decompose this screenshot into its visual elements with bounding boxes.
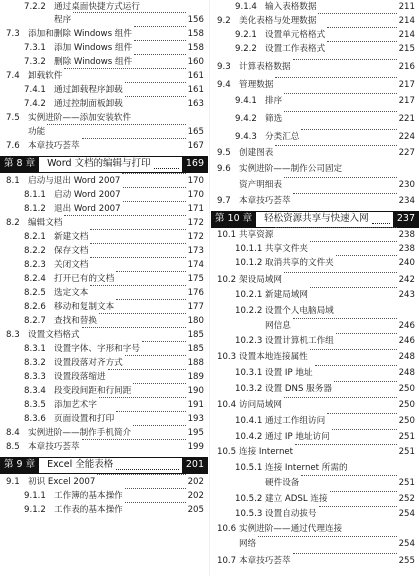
leader-dots <box>275 226 396 228</box>
section-number: 9.1.4 <box>235 2 257 12</box>
leader-dots <box>336 254 397 256</box>
section-number: 9.2.2 <box>235 44 257 54</box>
leader-dots <box>116 410 185 412</box>
section-number: 10.6 <box>217 524 237 534</box>
page-number: 205 <box>187 505 204 515</box>
section-number: 10.2.2 <box>235 306 263 316</box>
leader-dots <box>116 298 185 300</box>
section-number: 9.2.1 <box>235 30 257 40</box>
section-title: 设置段落缩进 <box>54 372 106 382</box>
section-number: 9.4.3 <box>235 132 257 142</box>
section-number: 10.5.1 <box>235 463 263 473</box>
section-title: 通过桌面快捷方式运行 <box>54 2 140 12</box>
page-number: 246 <box>398 321 415 331</box>
leader-dots <box>310 240 397 242</box>
section-title: 通过 IP 地址访问 <box>265 432 330 442</box>
section-title: 保存文档 <box>54 246 89 256</box>
leader-dots <box>301 474 396 476</box>
page-number: 221 <box>398 114 415 124</box>
section-number: 9.3 <box>217 62 231 72</box>
page-number: 170 <box>187 190 204 200</box>
section-title: 建立 ADSL 连接 <box>265 494 328 504</box>
section-title: 通过卸载程序卸载 <box>54 85 123 95</box>
leader-dots <box>293 192 397 194</box>
section-title: 取消共享的文件夹 <box>265 258 334 268</box>
section-title: 段变段间距和行间距 <box>54 386 132 396</box>
section-number: 8.1 <box>6 176 20 186</box>
section-title: 资产明细表 <box>239 180 282 190</box>
leader-dots <box>133 424 185 426</box>
section-title: 实例进阶——添加安装软件 <box>28 113 132 123</box>
leader-dots <box>330 490 397 492</box>
chapter-title: 轻松资源共享与快速入网 <box>264 213 369 224</box>
section-number: 8.3.2 <box>24 358 46 368</box>
section-number: 10.5 <box>217 447 237 457</box>
section-title: 实例进阶——制作公司固定 <box>239 164 343 174</box>
leader-dots <box>154 167 179 169</box>
leader-dots <box>125 95 186 97</box>
page-number: 161 <box>187 71 204 81</box>
section-title: 设置段落对齐方式 <box>54 358 123 368</box>
page-number: 199 <box>187 442 204 452</box>
section-title: 工作簿的基本操作 <box>54 491 123 501</box>
section-number: 8.3.6 <box>24 414 46 424</box>
leader-dots <box>315 364 397 366</box>
leader-dots <box>327 40 396 42</box>
page-number: 250 <box>398 400 415 410</box>
page-number: 180 <box>187 316 204 326</box>
page-number: 172 <box>187 218 204 228</box>
section-number: 10.2.1 <box>235 290 263 300</box>
section-number: 8.5 <box>6 442 20 452</box>
leader-dots <box>125 501 186 503</box>
section-title: 通过控制面板卸载 <box>54 99 123 109</box>
chapter-number: 第 10 章 <box>211 212 256 227</box>
section-number: 9.4.1 <box>235 96 257 106</box>
section-title: 设置字体、字形和字号 <box>54 344 140 354</box>
leader-dots <box>310 286 397 288</box>
page-number: 185 <box>187 344 204 354</box>
leader-dots <box>293 317 397 319</box>
section-title: 启动与退出 Word 2007 <box>28 176 121 186</box>
section-title: 设置 DNS 服务器 <box>265 384 332 394</box>
section-title: 设置本地连接属性 <box>239 352 308 362</box>
page-number: 234 <box>398 196 415 206</box>
page-number: 158 <box>187 43 204 53</box>
leader-dots <box>90 228 185 230</box>
chapter-page-number: 201 <box>182 458 208 473</box>
page-number: 188 <box>187 358 204 368</box>
section-number: 8.2.4 <box>24 274 46 284</box>
page-number: 174 <box>187 260 204 270</box>
section-title: 计算表格数据 <box>239 62 291 72</box>
leader-dots <box>108 368 186 370</box>
section-title: 网信息 <box>265 321 291 331</box>
section-number: 10.3.1 <box>235 368 263 378</box>
page-number: 190 <box>187 386 204 396</box>
page-number: 175 <box>187 274 204 284</box>
section-number: 8.2 <box>6 218 20 228</box>
chapter-title: Word 文档的编辑与打印 <box>47 158 151 169</box>
section-title: 连接 Internet <box>239 447 294 457</box>
section-number: 9.6 <box>217 164 231 174</box>
leader-dots <box>82 326 186 328</box>
section-number: 10.1.2 <box>235 258 263 268</box>
page-number: 252 <box>398 494 415 504</box>
leader-dots <box>116 270 185 272</box>
leader-dots <box>123 200 186 202</box>
leader-dots <box>116 468 179 470</box>
section-number: 10.5.2 <box>235 494 263 504</box>
page-number: 230 <box>398 180 415 190</box>
section-number: 8.3.3 <box>24 372 46 382</box>
section-title: 关闭文档 <box>54 260 89 270</box>
page-number: 251 <box>398 478 415 488</box>
section-number: 8.4 <box>6 428 20 438</box>
page-number: 170 <box>187 176 204 186</box>
page-number: 173 <box>187 246 204 256</box>
page-number: 177 <box>187 302 204 312</box>
page-number: 248 <box>398 352 415 362</box>
section-number: 9.1.2 <box>24 505 46 515</box>
leader-dots <box>64 67 185 69</box>
section-title: 退出 Word 2007 <box>54 204 121 214</box>
page-number: 238 <box>398 230 415 240</box>
section-title: 架设局域网 <box>239 275 282 285</box>
leader-dots <box>275 144 396 146</box>
page-number: 250 <box>398 384 415 394</box>
page-number: 158 <box>187 29 204 39</box>
leader-dots <box>64 214 185 216</box>
chapter-title: Excel 全能表格 <box>47 459 114 470</box>
page-number: 185 <box>187 330 204 340</box>
page-number: 167 <box>187 141 204 151</box>
page-number: 251 <box>398 432 415 442</box>
section-number: 10.7 <box>217 556 237 566</box>
section-title: 本章技巧荟萃 <box>239 556 291 566</box>
page-number: 171 <box>187 204 204 214</box>
chapter-header[interactable] <box>0 457 208 474</box>
section-title: 卸载软件 <box>28 71 63 81</box>
section-title: 添加和删除 Windows 组件 <box>28 29 132 39</box>
leader-dots <box>73 11 185 13</box>
section-title: 功能 <box>28 127 46 137</box>
section-title: 设置工作表格式 <box>265 44 326 54</box>
page-number: 202 <box>187 491 204 501</box>
section-title: 设置文档格式 <box>28 330 80 340</box>
section-number: 7.3.2 <box>24 57 46 67</box>
leader-dots <box>90 256 185 258</box>
section-number: 7.3 <box>6 29 20 39</box>
leader-dots <box>134 53 185 55</box>
section-number: 7.3.1 <box>24 43 46 53</box>
section-title: 程序 <box>54 15 72 25</box>
page-number: 176 <box>187 288 204 298</box>
page-number: 240 <box>398 258 415 268</box>
section-title: 分类汇总 <box>265 132 300 142</box>
section-title: 实例进阶——制作手机简介 <box>28 428 132 438</box>
page-number: 202 <box>187 477 204 487</box>
leader-dots <box>82 438 186 440</box>
section-title: 初识 Excel 2007 <box>28 477 96 487</box>
section-title: 设置单元格格式 <box>265 30 326 40</box>
leader-dots <box>125 487 186 489</box>
page-number: 217 <box>398 80 415 90</box>
section-number: 8.3.4 <box>24 386 46 396</box>
section-title: 删除 Windows 组件 <box>54 57 133 67</box>
leader-dots <box>332 428 397 430</box>
page-number: 227 <box>398 148 415 158</box>
page-number: 248 <box>398 368 415 378</box>
chapter-page-number: 237 <box>393 212 419 227</box>
section-title: 网络 <box>239 539 257 549</box>
section-number: 7.2.2 <box>24 2 46 12</box>
section-title: 筛选 <box>265 114 283 124</box>
section-title: 移动和复制文本 <box>54 302 115 312</box>
section-number: 10.4.1 <box>235 416 263 426</box>
section-number: 8.1.1 <box>24 190 46 200</box>
section-title: 启动 Word 2007 <box>54 190 121 200</box>
page-number: 214 <box>398 30 415 40</box>
section-title: 硬件设备 <box>265 478 300 488</box>
section-title: 编辑文档 <box>28 218 63 228</box>
section-title: 设置 IP 地址 <box>265 368 313 378</box>
section-number: 8.3.1 <box>24 344 46 354</box>
leader-dots <box>284 396 397 398</box>
leader-dots <box>293 552 397 554</box>
section-number: 9.1.1 <box>24 491 46 501</box>
leader-dots <box>99 396 186 398</box>
leader-dots <box>327 26 396 28</box>
leader-dots <box>372 222 390 224</box>
section-number: 10.3 <box>217 352 237 362</box>
section-number: 8.2.2 <box>24 246 46 256</box>
chapter-page-number: 169 <box>182 157 208 172</box>
section-number: 9.7 <box>217 196 231 206</box>
section-number: 8.3.5 <box>24 400 46 410</box>
leader-dots <box>134 39 185 41</box>
leader-dots <box>123 186 186 188</box>
chapter-number: 第 9 章 <box>0 458 39 473</box>
page-number: 160 <box>187 57 204 67</box>
section-number: 9.2 <box>217 16 231 26</box>
section-number: 7.4.1 <box>24 85 46 95</box>
section-number: 8.1.2 <box>24 204 46 214</box>
section-number: 9.5 <box>217 148 231 158</box>
section-number: 7.5 <box>6 113 20 123</box>
section-number: 8.2.5 <box>24 288 46 298</box>
page-number: 243 <box>398 290 415 300</box>
section-title: 设置计算机工作组 <box>265 336 334 346</box>
section-title: 新建局域网 <box>265 290 308 300</box>
section-title: 排序 <box>265 96 283 106</box>
section-title: 选定文本 <box>54 288 89 298</box>
leader-dots <box>293 58 397 60</box>
page-number: 254 <box>398 539 415 549</box>
section-title: 美化表格与处理数据 <box>239 16 317 26</box>
page-number: 172 <box>187 232 204 242</box>
section-title: 设置自动拔号 <box>265 509 317 519</box>
leader-dots <box>318 12 396 14</box>
leader-dots <box>134 25 186 27</box>
section-title: 通过工作组访问 <box>265 416 326 426</box>
section-number: 10.1.1 <box>235 244 263 254</box>
page-number: 255 <box>398 556 415 566</box>
section-title: 查找和替换 <box>54 316 97 326</box>
leader-dots <box>295 443 397 445</box>
section-title: 共享文件夹 <box>265 244 308 254</box>
section-number: 10.4 <box>217 400 237 410</box>
leader-dots <box>284 92 396 94</box>
section-title: 管理数据 <box>239 80 274 90</box>
leader-dots <box>319 505 397 507</box>
page-number: 163 <box>187 99 204 109</box>
column-divider <box>209 0 210 576</box>
section-title: 共享资源 <box>239 230 274 240</box>
section-title: 添加 Windows 组件 <box>54 43 133 53</box>
section-number: 8.2.7 <box>24 316 46 326</box>
page-number: 254 <box>398 509 415 519</box>
section-number: 10.2.3 <box>235 336 263 346</box>
leader-dots <box>90 242 185 244</box>
page-number: 193 <box>187 414 204 424</box>
section-title: 创建图表 <box>239 148 274 158</box>
section-title: 页面设置和打印 <box>54 414 115 424</box>
leader-dots <box>133 382 185 384</box>
leader-dots <box>284 110 396 112</box>
page-number: 216 <box>398 62 415 72</box>
page-number: 224 <box>398 132 415 142</box>
section-title: 工作表的基本操作 <box>54 505 123 515</box>
section-title: 连接 Internet 所需的 <box>265 463 348 473</box>
page-number: 211 <box>398 2 415 12</box>
leader-dots <box>327 412 396 414</box>
section-number: 7.4 <box>6 71 20 81</box>
section-number: 10.3.2 <box>235 384 263 394</box>
section-number: 10.5.3 <box>235 509 263 519</box>
page-number: 215 <box>398 44 415 54</box>
leader-dots <box>334 380 397 382</box>
page-number: 217 <box>398 96 415 106</box>
page-number: 156 <box>187 15 204 25</box>
section-number: 10.4.2 <box>235 432 263 442</box>
page-number: 195 <box>187 428 204 438</box>
section-title: 访问局域网 <box>239 400 282 410</box>
page-number: 246 <box>398 336 415 346</box>
leader-dots <box>275 76 396 78</box>
section-number: 10.1 <box>217 230 237 240</box>
section-title: 添加艺术字 <box>54 400 97 410</box>
section-number: 10.2 <box>217 275 237 285</box>
section-title: 本章技巧荟萃 <box>28 442 80 452</box>
leader-dots <box>99 312 186 314</box>
section-number: 9.4 <box>217 80 231 90</box>
section-number: 8.2.1 <box>24 232 46 242</box>
section-title: 本章技巧荟萃 <box>28 141 80 151</box>
leader-dots <box>125 354 186 356</box>
leader-dots <box>82 137 186 139</box>
section-title: 本章技巧荟萃 <box>239 196 291 206</box>
section-title: 实例进阶——通过代理连接 <box>239 524 343 534</box>
leader-dots <box>284 176 397 178</box>
section-title: 新建文档 <box>54 232 89 242</box>
leader-dots <box>258 535 396 537</box>
page-number: 251 <box>398 447 415 457</box>
section-number: 8.2.6 <box>24 302 46 312</box>
page-number: 165 <box>187 127 204 137</box>
leader-dots <box>301 128 396 130</box>
page-number: 238 <box>398 244 415 254</box>
leader-dots <box>122 172 185 174</box>
page-number: 214 <box>398 16 415 26</box>
section-title: 打开已有的文档 <box>54 274 115 284</box>
leader-dots <box>284 271 397 273</box>
leader-dots <box>142 340 186 342</box>
page-number: 191 <box>187 400 204 410</box>
section-title: 设置个人电脑局域 <box>265 306 334 316</box>
section-title: 输入表格数据 <box>265 2 317 12</box>
page-number: 161 <box>187 85 204 95</box>
leader-dots <box>97 473 185 475</box>
section-number: 8.2.3 <box>24 260 46 270</box>
section-number: 8.3 <box>6 330 20 340</box>
leader-dots <box>90 284 185 286</box>
chapter-header[interactable] <box>0 156 208 173</box>
section-number: 9.1 <box>6 477 20 487</box>
section-number: 9.4.2 <box>235 114 257 124</box>
page-number: 250 <box>398 416 415 426</box>
chapter-number: 第 8 章 <box>0 157 39 172</box>
section-number: 7.6 <box>6 141 20 151</box>
page-number: 242 <box>398 275 415 285</box>
leader-dots <box>310 348 397 350</box>
section-number: 7.4.2 <box>24 99 46 109</box>
leader-dots <box>125 81 186 83</box>
leader-dots <box>336 332 397 334</box>
leader-dots <box>47 123 185 125</box>
page-number: 189 <box>187 372 204 382</box>
